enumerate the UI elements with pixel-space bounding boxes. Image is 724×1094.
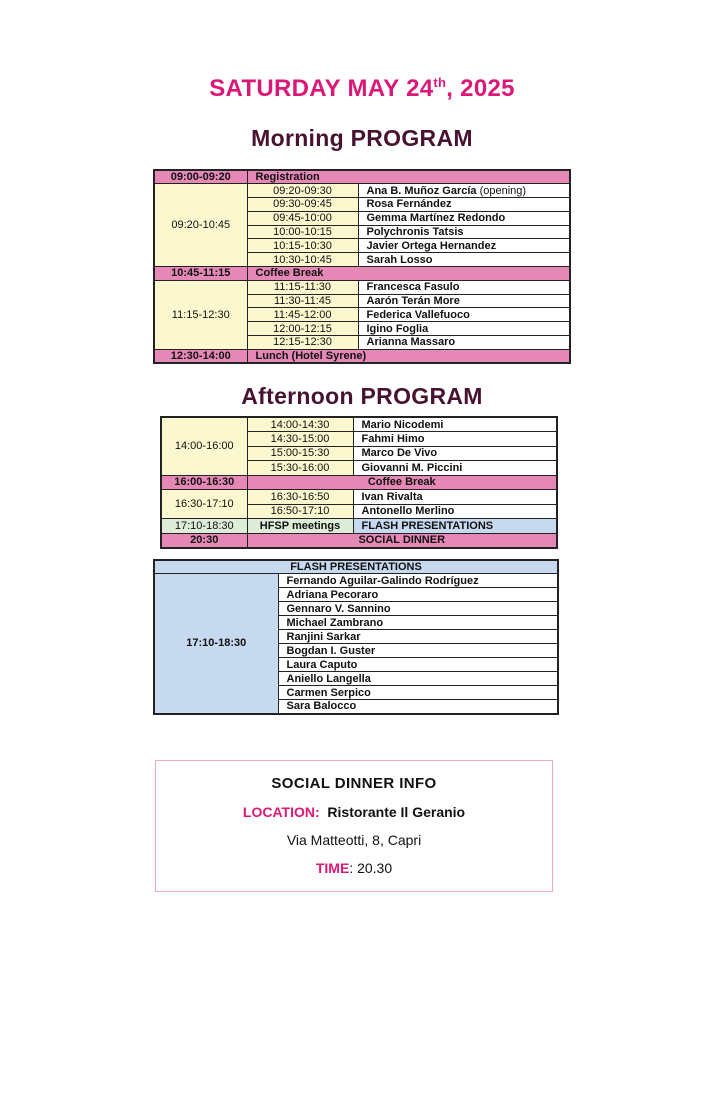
talk-time: 11:30-11:45 (247, 294, 358, 308)
speaker-name: Rosa Fernández (358, 198, 570, 212)
social-dinner-time-line (156, 854, 552, 882)
speaker-note: (opening) (476, 184, 527, 197)
slot-time: 14:00-16:00 (161, 417, 247, 475)
speaker-name: Marco De Vivo (353, 446, 557, 461)
talk-time: 12:15-12:30 (247, 336, 358, 350)
slot-label: Lunch (Hotel Syrene) (247, 349, 570, 363)
slot-label: SOCIAL DINNER (247, 533, 557, 548)
slot-label: Coffee Break (247, 475, 557, 490)
speaker-name: Ranjini Sarkar (278, 630, 558, 644)
social-dinner-location-line (156, 798, 552, 826)
slot-time: 09:20-10:45 (154, 184, 247, 267)
slot-label: Registration (247, 170, 570, 184)
flash-table-header: FLASH PRESENTATIONS (154, 560, 558, 574)
time-label: TIME (315, 859, 350, 876)
talk-time: 11:45-12:00 (247, 308, 358, 322)
afternoon-program-table (160, 416, 558, 549)
talk-time: 14:00-14:30 (247, 417, 353, 432)
slot-time: 09:00-09:20 (154, 170, 247, 184)
slot-time: 12:30-14:00 (154, 349, 247, 363)
table-row (154, 170, 570, 184)
slot-time: 10:45-11:15 (154, 267, 247, 281)
talk-time: 12:00-12:15 (247, 322, 358, 336)
morning-program-heading: Morning PROGRAM (251, 125, 473, 151)
speaker-name: Sara Balocco (278, 700, 558, 714)
slot-time: 11:15-12:30 (154, 280, 247, 349)
speaker-name: Javier Ortega Hernandez (358, 239, 570, 253)
parallel-right-label: FLASH PRESENTATIONS (353, 519, 557, 534)
flash-presentations-table (153, 559, 559, 715)
speaker-name: Mario Nicodemi (353, 417, 557, 432)
talk-time: 15:30-16:00 (247, 461, 353, 476)
speaker-name (358, 184, 570, 198)
talk-time: 11:15-11:30 (247, 280, 358, 294)
speaker-name: Igino Foglia (358, 322, 570, 336)
talk-time: 10:30-10:45 (247, 253, 358, 267)
slot-time: 20:30 (161, 533, 247, 548)
table-row (154, 280, 570, 294)
location-label: LOCATION: (242, 803, 320, 820)
slot-time: 17:10-18:30 (161, 519, 247, 534)
table-row (161, 519, 557, 534)
speaker-name: Francesca Fasulo (358, 280, 570, 294)
talk-time: 10:00-10:15 (247, 225, 358, 239)
speaker-name: Giovanni M. Piccini (353, 461, 557, 476)
talk-time: 14:30-15:00 (247, 432, 353, 447)
location-value: Ristorante Il Geranio (327, 803, 466, 820)
slot-time: 17:10-18:30 (154, 574, 278, 714)
speaker-name: Aniello Langella (278, 672, 558, 686)
social-dinner-address: Via Matteotti, 8, Capri (286, 831, 422, 848)
speaker-name: Antonello Merlino (353, 504, 557, 519)
speaker-name: Michael Zambrano (278, 616, 558, 630)
talk-time: 15:00-15:30 (247, 446, 353, 461)
title-year: , 2025 (446, 75, 515, 102)
speaker-name: Arianna Massaro (358, 336, 570, 350)
speaker-name: Polychronis Tatsis (358, 225, 570, 239)
talk-time: 10:15-10:30 (247, 239, 358, 253)
table-row (161, 417, 557, 432)
speaker-name-text: Ana B. Muñoz García (366, 184, 477, 197)
speaker-name: Gemma Martínez Redondo (358, 211, 570, 225)
slot-label: Coffee Break (247, 267, 570, 281)
social-dinner-info-box (155, 760, 553, 892)
table-row (161, 475, 557, 490)
speaker-name: Federica Vallefuoco (358, 308, 570, 322)
title-ordinal-suffix: th (433, 75, 447, 90)
slot-time: 16:00-16:30 (161, 475, 247, 490)
speaker-name: Fernando Aguilar-Galindo Rodríguez (278, 574, 558, 588)
table-row (154, 267, 570, 281)
page-title (0, 70, 724, 102)
table-row (154, 349, 570, 363)
slot-time: 16:30-17:10 (161, 490, 247, 519)
social-dinner-info-title: SOCIAL DINNER INFO (271, 774, 437, 792)
table-row (154, 184, 570, 198)
table-row (161, 533, 557, 548)
talk-time: 16:50-17:10 (247, 504, 353, 519)
speaker-name: Aarón Terán More (358, 294, 570, 308)
speaker-name: Carmen Serpico (278, 686, 558, 700)
table-row (154, 560, 558, 574)
title-date: SATURDAY MAY 24 (209, 75, 434, 102)
table-row (161, 490, 557, 505)
parallel-left-label: HFSP meetings (247, 519, 353, 534)
table-row (154, 574, 558, 588)
speaker-name: Fahmi Himo (353, 432, 557, 447)
speaker-name: Ivan Rivalta (353, 490, 557, 505)
talk-time: 16:30-16:50 (247, 490, 353, 505)
speaker-name: Bogdan I. Guster (278, 644, 558, 658)
speaker-name: Laura Caputo (278, 658, 558, 672)
speaker-name: Adriana Pecoraro (278, 588, 558, 602)
time-value: : 20.30 (349, 859, 393, 876)
talk-time: 09:30-09:45 (247, 198, 358, 212)
morning-program-table (153, 169, 571, 364)
talk-time: 09:45-10:00 (247, 211, 358, 225)
afternoon-program-heading: Afternoon PROGRAM (241, 383, 483, 410)
speaker-name: Gennaro V. Sannino (278, 602, 558, 616)
talk-time: 09:20-09:30 (247, 184, 358, 198)
speaker-name: Sarah Losso (358, 253, 570, 267)
